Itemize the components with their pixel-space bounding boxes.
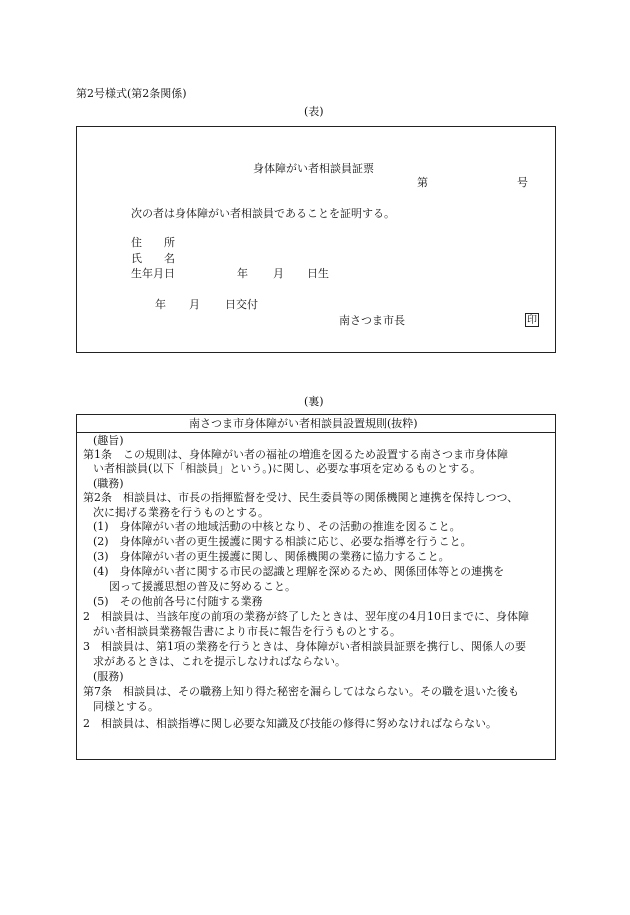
certification-statement: 次の者は身体障がい者相談員であることを証明する。	[131, 207, 395, 220]
issue-day: 日交付	[225, 298, 258, 311]
rule-line: 図って援護思想の普及に努めること。	[109, 580, 296, 593]
rules-title: 南さつま市身体障がい者相談員設置規則(抜粋)	[189, 417, 418, 430]
rule-line: 3 相談員は、第1項の業務を行うときは、身体障がい者相談員証票を携行し、関係人の要	[83, 640, 526, 653]
rule-line: い者相談員(以下「相談員」という。)に関し、必要な事項を定めるものとする。	[93, 462, 482, 475]
front-side-label: (表)	[304, 105, 324, 118]
rule-line: (3) 身体障がい者の更生援護に関し、関係機関の業務に協力すること。	[93, 550, 450, 563]
rule-line: 2 相談員は、当該年度の前項の業務が終了したときは、翌年度の4月10日までに、身体障	[83, 610, 529, 623]
number-suffix: 号	[517, 176, 528, 189]
form-label: 第2号様式(第2条関係)	[76, 87, 187, 100]
back-card	[76, 414, 556, 760]
rules-title-rule	[77, 417, 555, 433]
name-label: 氏 名	[131, 252, 175, 265]
rule-line: 第7条 相談員は、その職務上知り得た秘密を漏らしてはならない。その職を退いた後も	[83, 685, 519, 698]
number-prefix: 第	[417, 176, 428, 189]
rule-line: (趣旨)	[93, 434, 124, 447]
rule-line: 第1条 この規則は、身体障がい者の福祉の増進を図るため設置する南さつま市身体障	[83, 448, 508, 461]
front-card	[76, 126, 556, 353]
dob-month: 月	[273, 267, 284, 280]
rule-line: がい者相談員業務報告書により市長に報告を行うものとする。	[93, 625, 401, 638]
rule-line: (5) その他前各号に付随する業務	[93, 595, 263, 608]
rule-line: 同様とする。	[93, 700, 159, 713]
rule-line: (4) 身体障がい者に関する市民の認識と理解を深めるため、関係団体等との連携を	[93, 565, 505, 578]
rule-line: 第2条 相談員は、市長の指揮監督を受け、民生委員等の関係機関と連携を保持しつつ、	[83, 491, 519, 504]
dob-day: 日生	[307, 267, 329, 280]
dob-label: 生年月日	[131, 267, 175, 280]
rule-line: 2 相談員は、相談指導に関し必要な知識及び技能の修得に努めなければならない。	[83, 717, 497, 730]
back-side-label: (裏)	[304, 395, 324, 408]
certificate-title: 身体障がい者相談員証票	[253, 162, 374, 175]
rule-line: 求があるときは、これを提示しなければならない。	[93, 655, 346, 668]
issue-year: 年	[155, 298, 166, 311]
issuer-title: 南さつま市長	[339, 314, 405, 327]
seal-box: 印	[527, 315, 537, 326]
dob-year: 年	[237, 267, 248, 280]
rule-line: (職務)	[93, 477, 124, 490]
rule-line: (服務)	[93, 670, 124, 683]
rule-line: (2) 身体障がい者の更生援護に関する相談に応じ、必要な指導を行うこと。	[93, 535, 472, 548]
address-label: 住 所	[131, 236, 175, 249]
issue-month: 月	[189, 298, 200, 311]
rule-line: (1) 身体障がい者の地域活動の中核となり、その活動の推進を図ること。	[93, 520, 461, 533]
rule-line: 次に掲げる業務を行うものとする。	[93, 506, 269, 519]
